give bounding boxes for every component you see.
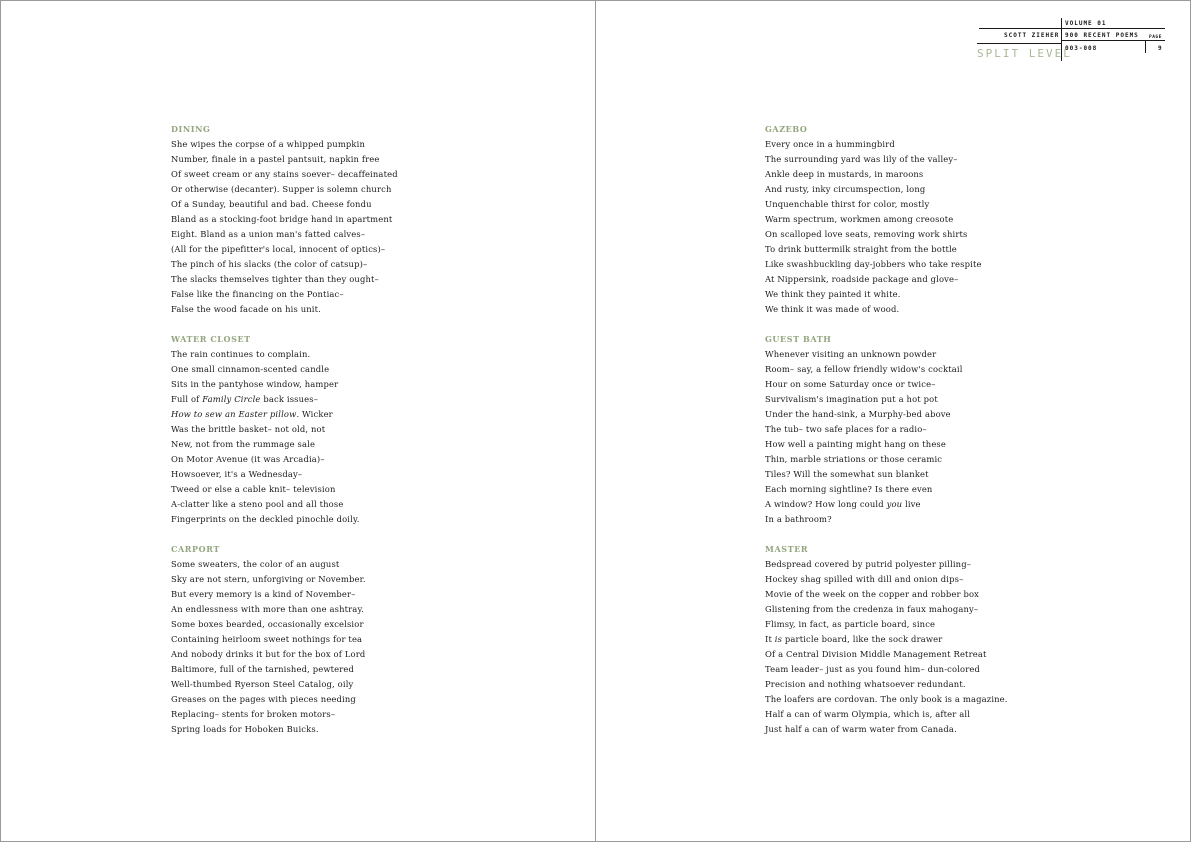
section-heading: GAZEBO — [765, 124, 808, 134]
section-gazebo — [765, 122, 1008, 317]
line-text: back issues– — [260, 394, 319, 404]
poem-line: New, not from the rummage sale — [171, 439, 316, 449]
poem-line: Containing heirloom sweet nothings for tea — [171, 634, 363, 644]
poem-line: And nobody drinks it but for the box of Lord — [171, 649, 366, 659]
poem-line: Whenever visiting an unknown powder — [765, 349, 937, 359]
section-master — [765, 542, 1008, 737]
section-heading: WATER CLOSET — [171, 334, 251, 344]
poem-line: Sits in the pantyhose window, hamper — [171, 379, 339, 389]
italic-title: How to sew an Easter pillow — [171, 409, 297, 419]
poem-line: False the wood facade on his unit. — [171, 304, 321, 314]
poem-line: An endlessness with more than one ashtray. — [171, 604, 365, 614]
poem-line: Some boxes bearded, occasionally excelsior — [171, 619, 364, 629]
poem-line: Greases on the pages with pieces needing — [171, 694, 356, 704]
poem-line: (All for the pipefitter's local, innocent of optics)– — [171, 244, 386, 254]
poem-line — [765, 497, 1008, 512]
poem-line: Bland as a stocking-foot bridge hand in apartment — [171, 214, 393, 224]
line-text: particle board, like the sock drawer — [782, 634, 943, 644]
poem-line: Team leader– just as you found him– dun-colored — [765, 664, 981, 674]
poem-line: A-clatter like a steno pool and all those — [171, 499, 344, 509]
poem-line: Just half a can of warm water from Canada. — [765, 724, 957, 734]
section-guest-bath — [765, 332, 1008, 527]
header-horizontal-rule — [977, 43, 1061, 44]
poem-line — [171, 392, 398, 407]
book-title: SPLIT LEVEL — [977, 47, 1072, 60]
poem-line: Spring loads for Hoboken Buicks. — [171, 724, 319, 734]
poem-line: Number, finale in a pastel pantsuit, napkin free — [171, 154, 380, 164]
poem-line: We think they painted it white. — [765, 289, 901, 299]
poem-line: Ankle deep in mustards, in maroons — [765, 169, 924, 179]
poem-line: Each morning sightline? Is there even — [765, 484, 933, 494]
poem-line: Hour on some Saturday once or twice– — [765, 379, 936, 389]
right-column — [765, 122, 1008, 752]
poem-line: Baltimore, full of the tarnished, pewtered — [171, 664, 355, 674]
poem-line: Tweed or else a cable knit– television — [171, 484, 336, 494]
poem-line: The rain continues to complain. — [171, 349, 311, 359]
poem-line: Precision and nothing whatsoever redundant. — [765, 679, 966, 689]
author-name: SCOTT ZIEHER — [1004, 32, 1060, 39]
italic-word: you — [886, 499, 903, 509]
poem-line: The surrounding yard was lily of the valley– — [765, 154, 958, 164]
poem-line: She wipes the corpse of a whipped pumpkin — [171, 139, 366, 149]
poem-line: Unquenchable thirst for color, mostly — [765, 199, 930, 209]
poem-line: The slacks themselves tighter than they ought– — [171, 274, 379, 284]
header-horizontal-rule — [979, 28, 1165, 29]
line-text: live — [902, 499, 921, 509]
poem-line: Tiles? Will the somewhat sun blanket — [765, 469, 929, 479]
poem-line: Under the hand-sink, a Murphy-bed above — [765, 409, 951, 419]
italic-title: Family Circle — [202, 394, 261, 404]
poem-line: Movie of the week on the copper and robber box — [765, 589, 980, 599]
poem-line: To drink buttermilk straight from the bottle — [765, 244, 957, 254]
poem-line: Survivalism's imagination put a hot pot — [765, 394, 938, 404]
poem-line: Sky are not stern, unforgiving or November. — [171, 574, 366, 584]
poem-line: Half a can of warm Olympia, which is, after all — [765, 709, 971, 719]
poem-line: Bedspread covered by putrid polyester pilling– — [765, 559, 972, 569]
poem-line — [765, 632, 1008, 647]
section-water-closet — [171, 332, 398, 527]
poem-line: Well-thumbed Ryerson Steel Catalog, oily — [171, 679, 354, 689]
poem-line: Was the brittle basket– not old, not — [171, 424, 326, 434]
poem-line: The pinch of his slacks (the color of catsup)– — [171, 259, 368, 269]
poem-line: Flimsy, in fact, as particle board, since — [765, 619, 936, 629]
italic-word: is — [774, 634, 783, 644]
left-column — [171, 122, 398, 752]
section-heading: GUEST BATH — [765, 334, 832, 344]
poem-line: Eight. Bland as a union man's fatted calves– — [171, 229, 366, 239]
poem-line: At Nippersink, roadside package and glove– — [765, 274, 959, 284]
poem-line: Hockey shag spilled with dill and onion dips– — [765, 574, 964, 584]
poem-line: The loafers are cordovan. The only book is a magazine. — [765, 694, 1008, 704]
line-text: . Wicker — [296, 409, 333, 419]
poem-line: Room– say, a fellow friendly widow's cocktail — [765, 364, 963, 374]
poem-line: Every once in a hummingbird — [765, 139, 895, 149]
poem-line: Replacing– stents for broken motors– — [171, 709, 336, 719]
right-page — [595, 0, 1191, 842]
poem-line: On Motor Avenue (it was Arcadia)– — [171, 454, 325, 464]
poem-line: Howsoever, it's a Wednesday– — [171, 469, 303, 479]
poem-line: On scalloped love seats, removing work shirts — [765, 229, 968, 239]
poem-range: 003-008 — [1065, 45, 1098, 52]
poem-line: Glistening from the credenza in faux mahogany– — [765, 604, 979, 614]
poem-line: Fingerprints on the deckled pinochle doily. — [171, 514, 360, 524]
poem-line: Warm spectrum, workmen among creosote — [765, 214, 954, 224]
poem-line: Thin, marble striations or those ceramic — [765, 454, 943, 464]
line-text: A window? How long could — [765, 499, 887, 509]
section-carport — [171, 542, 398, 737]
poem-line: And rusty, inky circumspection, long — [765, 184, 926, 194]
poem-line: Like swashbuckling day-jobbers who take respite — [765, 259, 982, 269]
poem-line: Of sweet cream or any stains soever– decaffeinated — [171, 169, 398, 179]
poem-line: In a bathroom? — [765, 514, 832, 524]
section-dining — [171, 122, 398, 317]
section-heading: DINING — [171, 124, 211, 134]
poem-line: Some sweaters, the color of an august — [171, 559, 340, 569]
section-heading: MASTER — [765, 544, 809, 554]
poem-line: The tub– two safe places for a radio– — [765, 424, 927, 434]
poem-line — [171, 407, 398, 422]
poem-line: Or otherwise (decanter). Supper is solemn church — [171, 184, 392, 194]
collection-name: 900 RECENT POEMS — [1065, 32, 1139, 39]
poem-line: Of a Sunday, beautiful and bad. Cheese fondu — [171, 199, 372, 209]
header-horizontal-rule — [1061, 40, 1165, 41]
poem-line: Of a Central Division Middle Management Retreat — [765, 649, 987, 659]
page-label: PAGE — [1149, 35, 1162, 40]
page-number: 9 — [1158, 45, 1163, 52]
poem-line: How well a painting might hang on these — [765, 439, 946, 449]
section-heading: CARPORT — [171, 544, 220, 554]
header-vertical-rule — [1145, 40, 1146, 53]
poem-line: One small cinnamon-scented candle — [171, 364, 330, 374]
poem-line: But every memory is a kind of November– — [171, 589, 356, 599]
poem-line: We think it was made of wood. — [765, 304, 900, 314]
running-header — [977, 18, 1167, 64]
line-text: Full of — [171, 394, 203, 404]
volume-label: VOLUME 01 — [1065, 20, 1107, 27]
poem-line: False like the financing on the Pontiac– — [171, 289, 344, 299]
line-text: It — [765, 634, 775, 644]
